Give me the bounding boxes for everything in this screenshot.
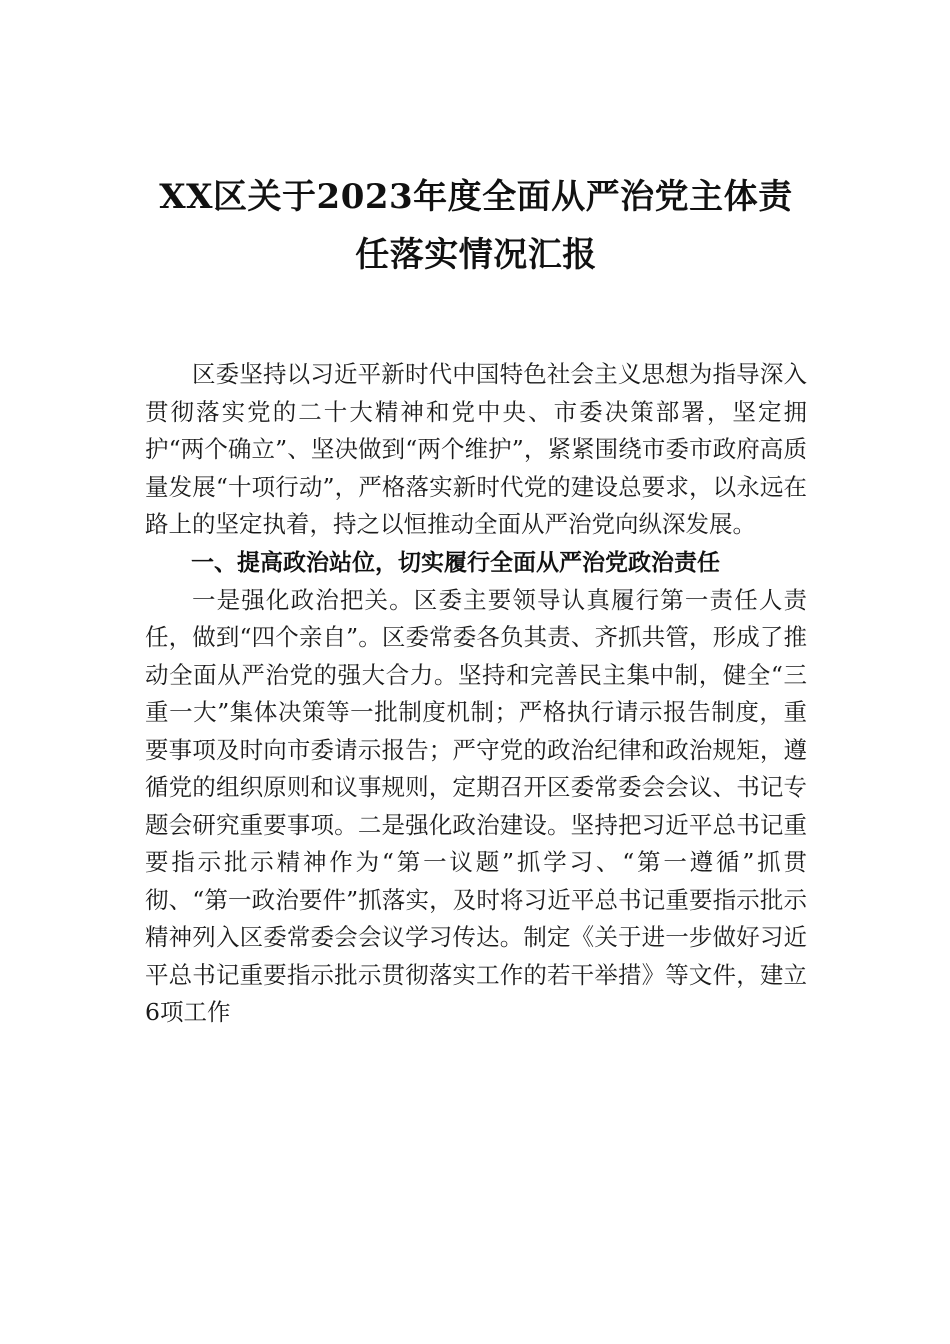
title-line-2: 任落实情况汇报 bbox=[355, 235, 597, 275]
section-heading-1: 一、提高政治站位，切实履行全面从严治党政治责任 bbox=[191, 549, 720, 576]
body-paragraph-1: 一是强化政治把关。区委主要领导认真履行第一责任人责任，做到“四个亲自”。区委常委各负其责、齐抓共管，形成了推动全面从严治党的强大合力。坚持和完善民主集中制，健全“三重一大”集体决策等一批制度机制；严格执行请示报告制度，重要事项及时向市委请示报告；严守党的政治纪律和政治规矩，遵循党的组织原则和议事规则，定期召开区委常委会会议、书记专题会研究重要事项。二是强化政治建设。坚持把习近平总书记重要指示批示精神作为“第一议题”抓学习、“第一遵循”抓贯彻、“第一政治要件”抓落实，及时将习近平总书记重要指示批示精神列入区委常委会会议学习传达。制定《关于进一步做好习近平总书记重要指示批示贯彻落实工作的若干举措》等文件，建立6项工作 bbox=[145, 585, 807, 1026]
intro-paragraph: 区委坚持以习近平新时代中国特色社会主义思想为指导深入贯彻落实党的二十大精神和党中央、市委决策部署，坚定拥护“两个确立”、坚决做到“两个维护”，紧紧围绕市委市政府高质量发展“十项行动”，严格落实新时代党的建设总要求，以永远在路上的坚定执着，持之以恒推动全面从严治党向纵深发展。 bbox=[145, 360, 807, 538]
document-page bbox=[145, 168, 807, 1032]
title-line-1: XX区关于2023年度全面从严治党主体责 bbox=[159, 177, 793, 217]
document-title bbox=[145, 168, 807, 284]
